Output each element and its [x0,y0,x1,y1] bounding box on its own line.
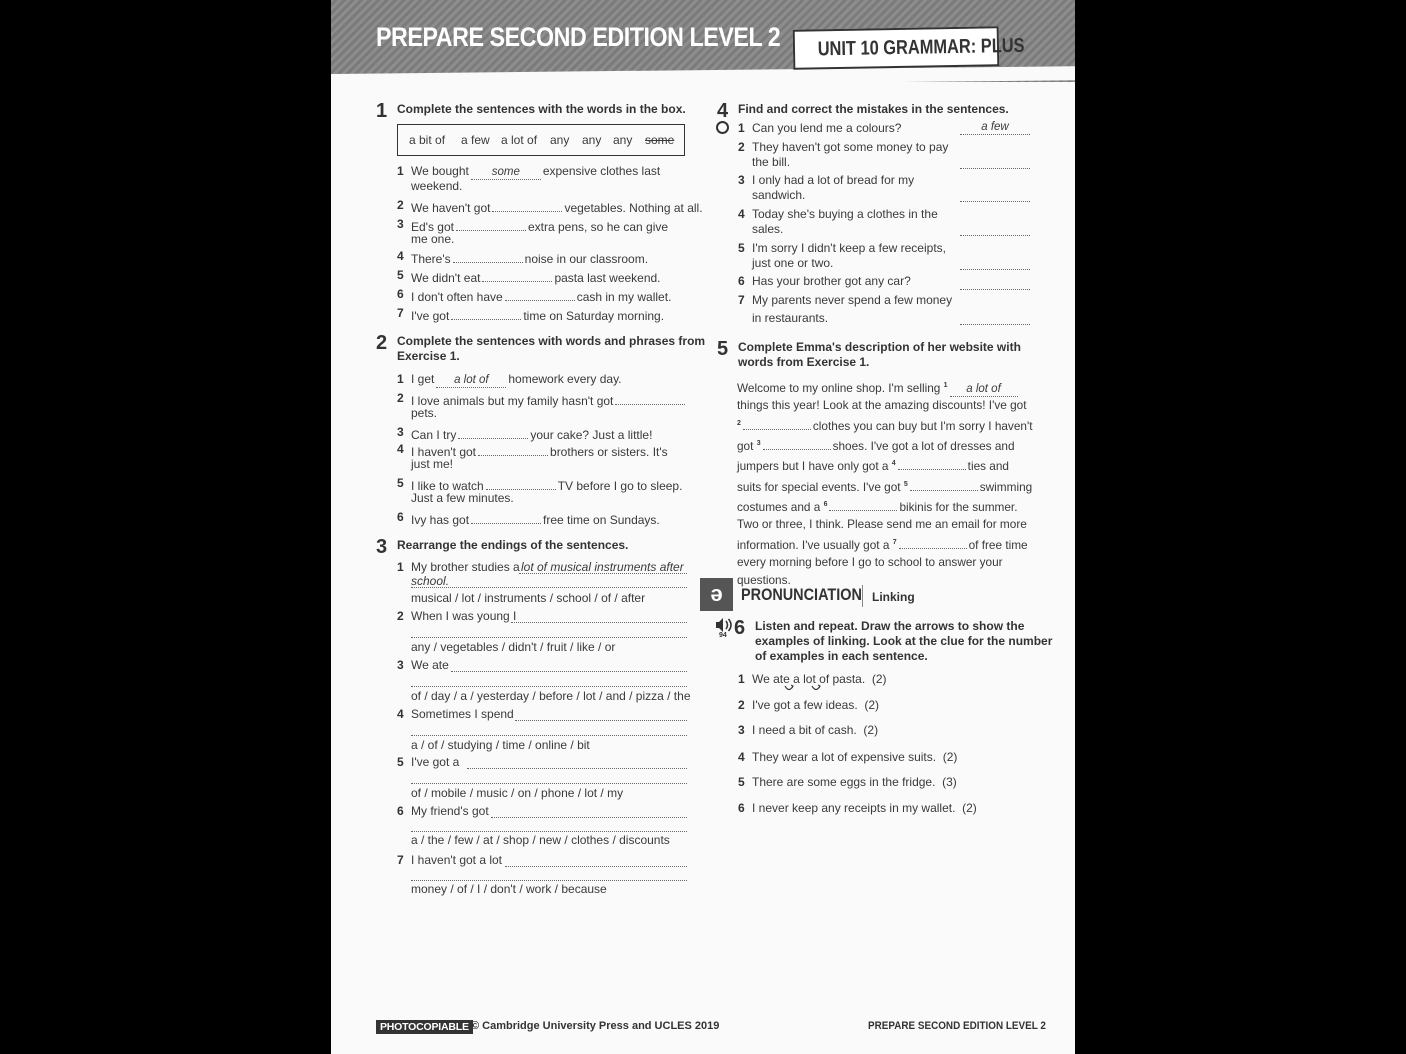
divider [862,585,863,607]
emma-description: Welcome to my online shop. I'm selling $^1$ a lot of things this year! Look at the amazing discounts! I've got $^2$ clothes you can buy but I'm sorry I haven't got $^3$ shoes. I've got a lot of dresses and jumpers but I have only got a $^4$ ties and suits for special events. I've got $^5$ swimming costumes and a $^6$ bikinis for the summer. Two or three, I think. Please send me an email for more information. I've usually got a $^7$ of free time every morning before I go to school to answer your questions. [737,380,1033,587]
answer-line[interactable] [411,637,687,638]
answer-gap[interactable] [899,535,967,549]
answer-line[interactable]: lot of musical instruments after [521,560,684,574]
answer-gap[interactable] [456,217,526,231]
answer-gap[interactable]: a lot of [950,383,1018,397]
answer-line[interactable] [411,831,687,832]
answer-line[interactable] [515,720,687,721]
correction-gap[interactable] [960,276,1030,290]
answer-gap[interactable] [615,391,685,405]
answer-gap[interactable] [910,477,978,491]
correction-gap[interactable] [960,155,1030,169]
answer-gap[interactable] [763,436,831,450]
ex3-item: 2 When I was young I any / vegetables / didn't / fruit / like / or [397,609,689,657]
answer-line[interactable] [411,783,687,784]
example-marker-icon [716,121,729,134]
answer-gap[interactable]: a lot of [436,374,506,388]
answer-gap[interactable] [505,287,575,301]
ex3-item: 3 We ate of / day / a / yesterday / before / lot / and / pizza / the [397,658,691,703]
answer-gap[interactable] [453,249,523,263]
answer-gap[interactable] [898,456,966,470]
answer-line[interactable] [505,866,687,867]
answer-line[interactable] [411,735,687,736]
ex3-item: 7 I haven't got a lot money / of / I / don't / work / because [397,853,689,901]
correction-gap[interactable]: a few [960,121,1030,135]
answer-line[interactable] [491,817,687,818]
answer-gap[interactable] [743,416,811,430]
word-box: a bit of a few a lot of any any any some [397,124,685,156]
answer-gap[interactable] [471,510,541,524]
answer-line[interactable] [411,880,687,881]
answer-line[interactable] [411,686,687,687]
ex3-item: 6 My friend's got a / the / few / at / shop / new / clothes / discounts [397,804,689,852]
page-title: PREPARE SECOND EDITION LEVEL 2 [376,22,781,52]
pronunciation-badge: ə [700,578,733,611]
answer-line[interactable] [511,622,687,623]
copyright-notice: © Cambridge University Press and UCLES 2019 [471,1020,720,1032]
worksheet-page: PREPARE SECOND EDITION LEVEL 2 UNIT 10 GRAMMAR: PLUS 1 Complete the sentences with the words in the box. a bit of a few a lot of any any any some 1 We bought some expensive clothes last weekend. 2 We haven't got vegetables. Nothing at all. 3 Ed's got extra pens, so he can give me one. 4 There's noise in our classroom. 5 We didn't eat pasta last weekend. 6 I don't often have cash in my wallet. 7 I've got time on Saturday morning. 2 Complete the sentences with words and phrases from Exercise 1. 1 I get a lot of homework every day. 2 I love animals but my family hasn't got pets. 3 Can I try your cake? Just a little! 4 I haven't got brothers or sisters. It's just me! 5 I like to watch TV before I go to sleep. Just a few minutes. 6 Ivy has got free time on Sundays. 3 Rearrange the endings of the sentences. 1 My brother studies a lot of musical instruments after school. musical / lot / instruments / school / of / after 2 When I was young I any / vegetables / didn't / fruit / like / or 3 We ate of / day / a / yesterday / before / lot / and / pizza / the 4 Sometimes I spend a / of / studying / time / online / bit 5 I've got a of / mobile / music / on / phone / lot / my 6 My friend's got a / the / few / at / shop / new / clothes / discounts 7 I haven't got a lot money / of / I / don't / work / because 4 Find and correct the mistakes in the sentences. 1 Can you lend me a colours? a few 2 They haven't got some money to pay the bill. 3 I only had a lot of bread for my sandwich. 4 Today she's buying a clothes in the sales. 5 I'm sorry I didn't keep a few receipts, just one or two. 6 Has your brother got any car? 7 My parents never spend a few money in restaurants. 5 Complete Emma's description of her website with words from Exercise 1. Welcome to my online shop. I'm selling $^1$ a lot of things this year! Look at the amazing discounts! I've got $^2$ clothes you can buy but I'm sorry I haven't got $^3$ shoes. I've got a lot of dresses and jumpers but I have only got a $^4$ ties and suits for special events. I've got $^5$ swimming costumes and a $^6$ bikinis for the summer. Two or three, I think. Please send me an email for more information. I've usually got a $^7$ of free time every morning before I go to school to answer your questions. ə PRONUNCIATION Linking 94 6 Listen and repeat. Draw the arrows to show the examples of linking. Look at the clue for the number of examples in each sentence. 1 We ate a lot of pasta. (2) 2 I've got a few ideas. (2) 3 I need a bit of cash. (2) 4 They wear a lot of expensive suits. (2) 5 There are some eggs in the fridge. (3) 6 I never keep any receipts in my wallet. (2) PHOTOCOPIABLE © Cambridge University Press and UCLES 2019 PREPARE SECOND EDITION LEVEL 2 [331,0,1075,1054]
ex3-item: 4 Sometimes I spend a / of / studying / time / online / bit [397,707,689,755]
unit-label: UNIT 10 GRAMMAR: PLUS [793,26,1000,70]
answer-gap[interactable] [482,268,552,282]
footer-title: PREPARE SECOND EDITION LEVEL 2 [868,1020,1046,1032]
struck-example-word: some [645,133,675,147]
pronunciation-subtitle: Linking [872,590,915,604]
linking-arrows-icon [783,684,823,694]
answer-gap[interactable] [486,476,556,490]
answer-gap[interactable] [458,425,528,439]
answer-gap[interactable] [451,306,521,320]
answer-line[interactable] [451,671,687,672]
correction-gap[interactable] [960,256,1030,270]
answer-line[interactable] [467,768,687,769]
ex3-item: 1 My brother studies a lot of musical instruments after school. musical / lot / instruments / school / of / after [397,560,689,608]
correction-gap[interactable] [960,311,1030,325]
ex3-item: 5 I've got a of / mobile / music / on / phone / lot / my [397,755,689,803]
answer-gap[interactable] [478,442,548,456]
correction-gap[interactable] [960,188,1030,202]
answer-gap[interactable] [829,497,897,511]
audio-track-number: 94 [719,632,727,639]
photocopiable-badge: PHOTOCOPIABLE [376,1020,473,1034]
answer-gap[interactable]: some [471,166,541,180]
pronunciation-title: PRONUNCIATION [741,585,862,604]
answer-gap[interactable] [492,198,562,212]
correction-gap[interactable] [960,222,1030,236]
